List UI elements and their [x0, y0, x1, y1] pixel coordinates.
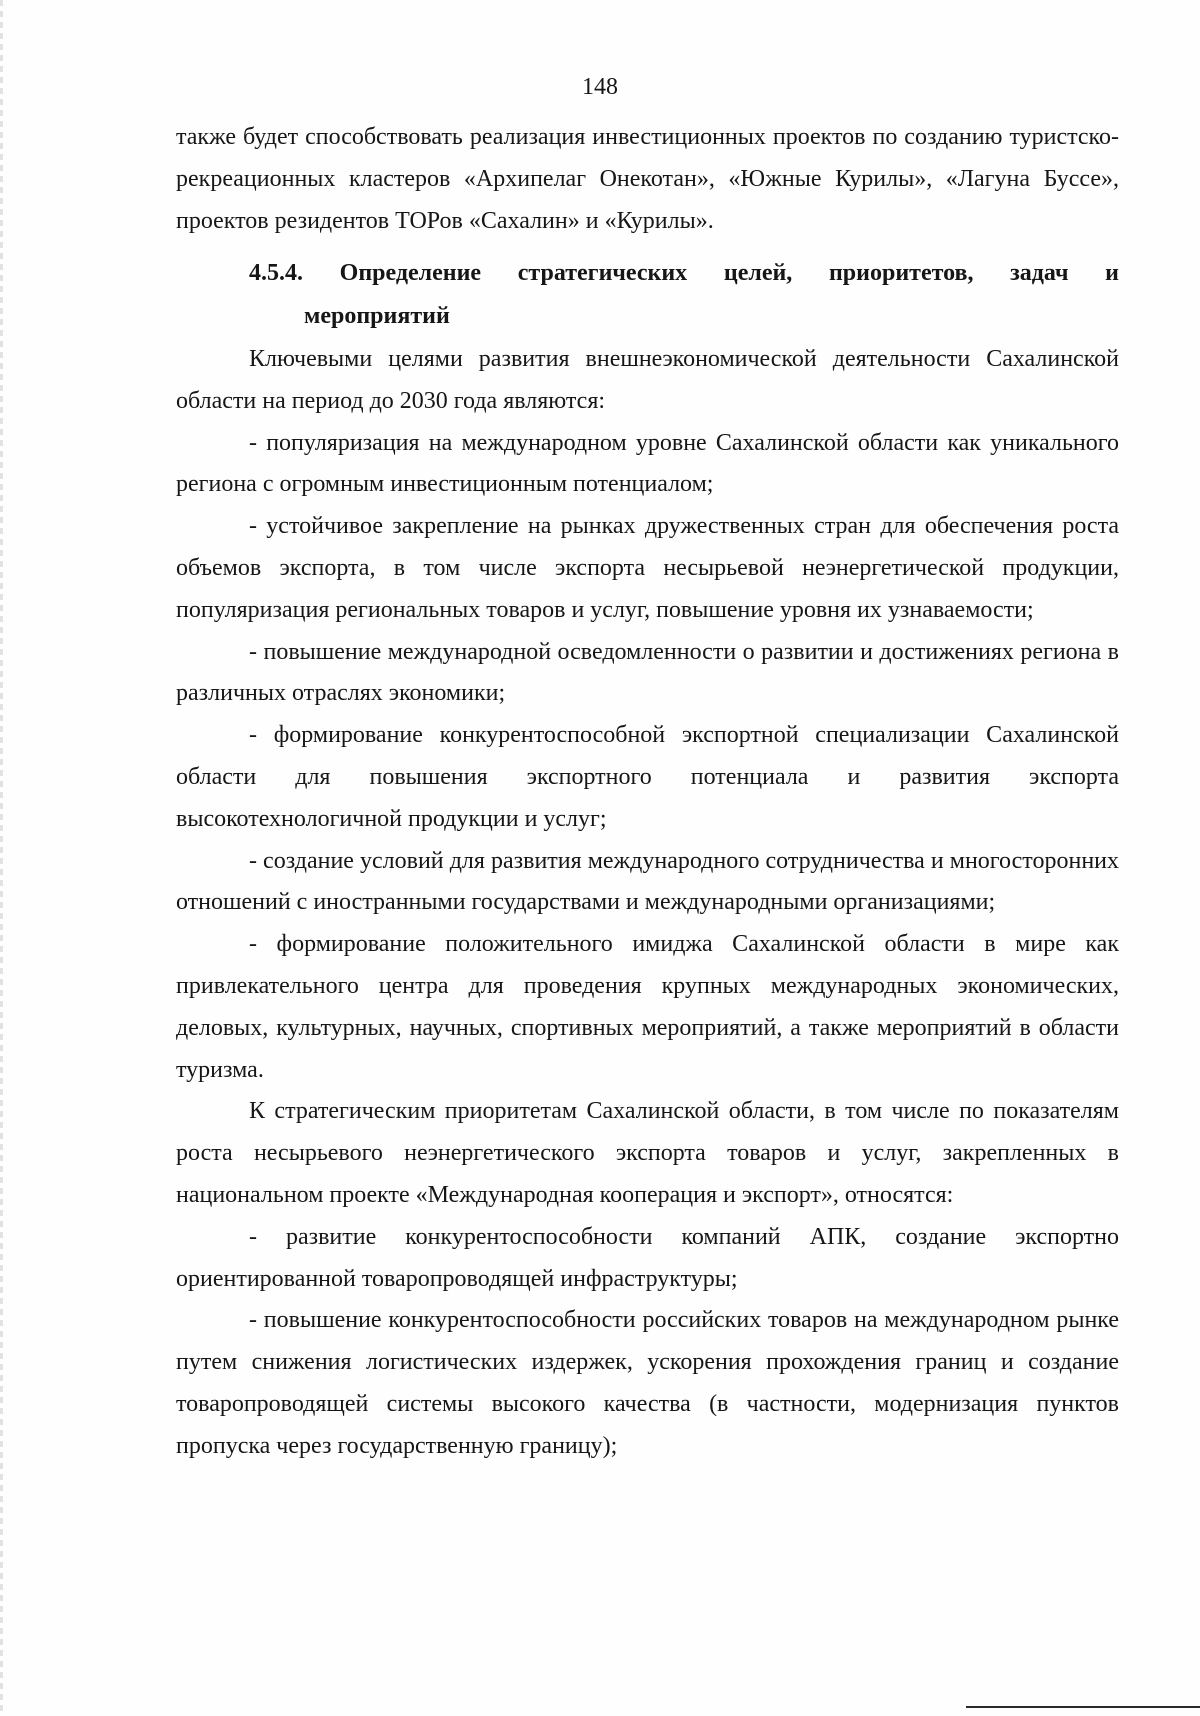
goal-item: - формирование конкурентоспособной экспортной специализации Сахалинской области для повышения экспортного потенциала и развития экспорта высокотехнологичной продукции и услуг;	[176, 722, 1119, 832]
intro-paragraph: также будет способствовать реализация инвестиционных проектов по созданию туристско-рекреационных кластеров «Архипелаг Онекотан», «Южные Курилы», «Лагуна Буссе», проектов резидентов ТОРов «Сахалин» и «Курилы».	[176, 124, 1119, 234]
goal-item: - формирование положительного имиджа Сахалинской области в мире как привлекательного центра для проведения крупных международных экономических, деловых, культурных, научных, спортивных мероприятий, а также мероприятий в области туризма.	[176, 931, 1119, 1083]
scan-edge	[0, 0, 3, 1716]
section-heading	[249, 252, 1119, 338]
page-number: 148	[582, 74, 618, 100]
footer-rule	[966, 1706, 1200, 1708]
goal-item: - популяризация на международном уровне Сахалинской области как уникального региона с огромным инвестиционным потенциалом;	[176, 429, 1119, 498]
goal-item: - создание условий для развития международного сотрудничества и многосторонних отношений с иностранными государствами и международными организациями;	[176, 847, 1119, 916]
section-heading-line2: мероприятий	[304, 303, 450, 329]
section-heading-line1: 4.5.4. Определение стратегических целей, приоритетов, задач и	[249, 260, 1119, 286]
goal-item: - устойчивое закрепление на рынках дружественных стран для обеспечения роста объемов экспорта, в том числе экспорта несырьевой неэнергетической продукции, популяризация региональных товаров и услуг, повышение уровня их узнаваемости;	[176, 513, 1119, 623]
goals-block	[176, 339, 1119, 1468]
priority-item: - развитие конкурентоспособности компаний АПК, создание экспортно ориентированной товаропроводящей инфраструктуры;	[176, 1223, 1119, 1292]
goal-item: - повышение международной осведомленности о развитии и достижениях региона в различных отраслях экономики;	[176, 638, 1119, 707]
priorities-intro: К стратегическим приоритетам Сахалинской области, в том числе по показателям роста несырьевого неэнергетического экспорта товаров и услуг, закрепленных в национальном проекте «Международная кооперация и экспорт», относятся:	[176, 1098, 1119, 1208]
intro-block	[176, 117, 1119, 242]
priority-item: - повышение конкурентоспособности российских товаров на международном рынке путем снижения логистических издержек, ускорения прохождения границ и создание товаропроводящей системы высокого качества (в частности, модернизация пунктов пропуска через государственную границу);	[176, 1307, 1119, 1459]
goals-intro: Ключевыми целями развития внешнеэкономической деятельности Сахалинской области на период до 2030 года являются:	[176, 346, 1119, 414]
